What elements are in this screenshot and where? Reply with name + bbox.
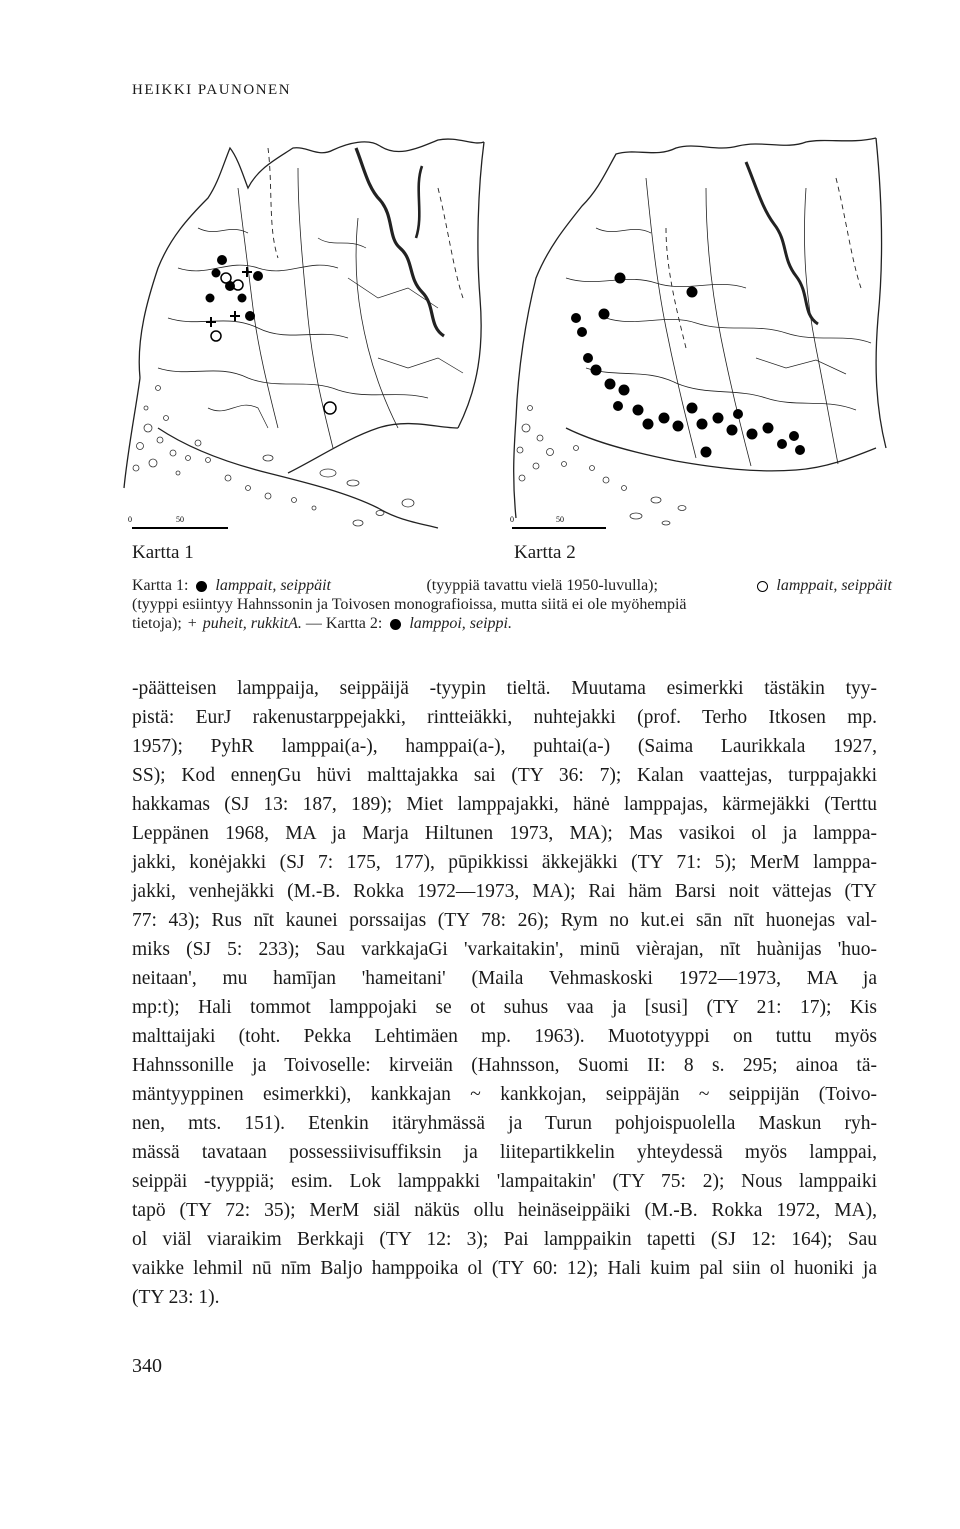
body-line: Leppänen 1968, MA ja Marja Hiltunen 1973, MA); Mas vasikoi ol ja lamppa- (132, 823, 877, 844)
map-2-scale-bar (510, 515, 606, 528)
map-1-label: Kartta 1 (132, 542, 194, 563)
caption-term: lamppait, seippäit (215, 577, 331, 594)
caption-text: (tyyppi esiintyy Hahnssonin ja Toivosen monografioissa, mutta siitä ei ole myöhempiä (132, 596, 687, 613)
body-line: vaikke lehmil nū nīm Baljo hamppoika ol (TY 60: 12); Hali kuim pal siin ol huoniki ja (132, 1258, 877, 1279)
running-head: HEIKKI PAUNONEN (132, 82, 292, 98)
body-line: (TY 23: 1). (132, 1287, 220, 1308)
body-line: mp:t); Hali tommot lamppojaki se ot suhus vaa ja [susi] (TY 21: 17); Kis (132, 997, 877, 1018)
caption-term: lamppoi, seippi. (409, 615, 512, 632)
map-2-drawing (506, 128, 896, 538)
map-1-scale-bar (128, 515, 228, 528)
body-line: 1957); PyhR lamppai(a-), hamppai(a-), puhtai(a-) (Saima Laurikkala 1927, (132, 736, 877, 757)
body-line: pistä: EurJ rakenustarppejakki, rintteiäkki, nuhtejakki (prof. Terho Itkosen mp. (132, 707, 877, 728)
body-line: SS); Kod enneŋGu hüvi malttajakka sai (TY 36: 7); Kalan vaattejas, turppajakki (132, 765, 877, 786)
caption-text: (tyyppiä tavattu vielä 1950-luvulla); (426, 577, 658, 594)
svg-text:50: 50 (556, 515, 564, 524)
plus-icon: + (187, 615, 197, 632)
filled-circle-icon (390, 619, 401, 630)
body-line: jakki, konėjakki (SJ 7: 175, 177), pūpikkissi äkkejäkki (TY 71: 5); MerM lamppa- (132, 852, 877, 873)
svg-text:0: 0 (128, 515, 132, 524)
body-line: neitaan', mu hamījan 'hameitani' (Maila Vehmaskoski 1972—1973, MA ja (132, 968, 877, 989)
body-line: mäntyyppinen esimerkki), kankkajan ~ kankkojan, seippäjän ~ seippijän (Toivo- (132, 1084, 877, 1105)
body-text (132, 674, 877, 1312)
caption-kartta-2-label: — Kartta 2: (305, 615, 383, 632)
body-line: miks (SJ 5: 233); Sau varkkajaGi 'varkaitakin', minū vièrajan, nīt huànijas 'huo- (132, 939, 877, 960)
caption-term: lamppait, seippäit (776, 577, 892, 594)
body-line: nen, mts. 151). Etenkin itäryhmässä ja Turun pohjoispuolella Maskun ryh- (132, 1113, 877, 1134)
body-line: mässä tavataan possessiivisuffiksin ja liitepartikkelin yhteydessä myös lamppai, (132, 1142, 877, 1163)
caption-kartta-1-label: Kartta 1: (132, 577, 189, 594)
body-line: 77: 43); Rus nīt kaunei porssaijas (TY 78: 26); Rym no kut.ei sān nīt huonejas val- (132, 910, 877, 931)
caption-line-1 (132, 576, 892, 595)
svg-text:0: 0 (510, 515, 514, 524)
map-caption (132, 576, 892, 633)
body-line: Hahnssonille ja Toivoselle: kirveiän (Hahnsson, Suomi II: 8 s. 295; ainoa tä- (132, 1055, 877, 1076)
caption-term: puheit, rukkitA. (202, 615, 302, 632)
body-paragraph (132, 674, 877, 1312)
caption-line-2 (132, 595, 892, 614)
open-circle-icon (757, 581, 768, 592)
body-line: hakkamas (SJ 13: 187, 189); Miet lamppajakki, hänė lamppajas, kärmejäkki (Terttu (132, 794, 877, 815)
map-1-drawing (118, 128, 498, 538)
body-line: tapö (TY 72: 35); MerM siäl näküs ollu heinäseippäiki (M.-B. Rokka 1972, MA), (132, 1200, 877, 1221)
caption-text: tietoja); (132, 615, 182, 632)
body-line: malttaijaki (toht. Pekka Lehtimäen mp. 1963). Muototyyppi on tuttu myös (132, 1026, 877, 1047)
filled-circle-icon (196, 581, 207, 592)
map-2-symbols (571, 273, 805, 458)
body-line: seippäi -tyyppiä; esim. Lok lamppakki 'lampaitakin' (TY 75: 2); Nous lamppaiki (132, 1171, 877, 1192)
map-2-label: Kartta 2 (514, 542, 576, 563)
body-line: ol viäl viaraikim Berkkaji (TY 12: 3); Pai lamppaikin tapetti (SJ 12: 164); Sau (132, 1229, 877, 1250)
body-line: -päätteisen lamppaija, seippäijä -tyypin tieltä. Muutama esimerkki tästäkin tyy- (132, 678, 877, 699)
body-line: jakki, venhejäkki (M.-B. Rokka 1972—1973, MA); Rai häm Barsi noit vättejas (TY (132, 881, 877, 902)
map-kartta-1 (118, 128, 498, 538)
page-number: 340 (132, 1355, 162, 1377)
caption-line-3 (132, 614, 892, 633)
svg-text:50: 50 (176, 515, 184, 524)
map-kartta-2 (506, 128, 896, 538)
